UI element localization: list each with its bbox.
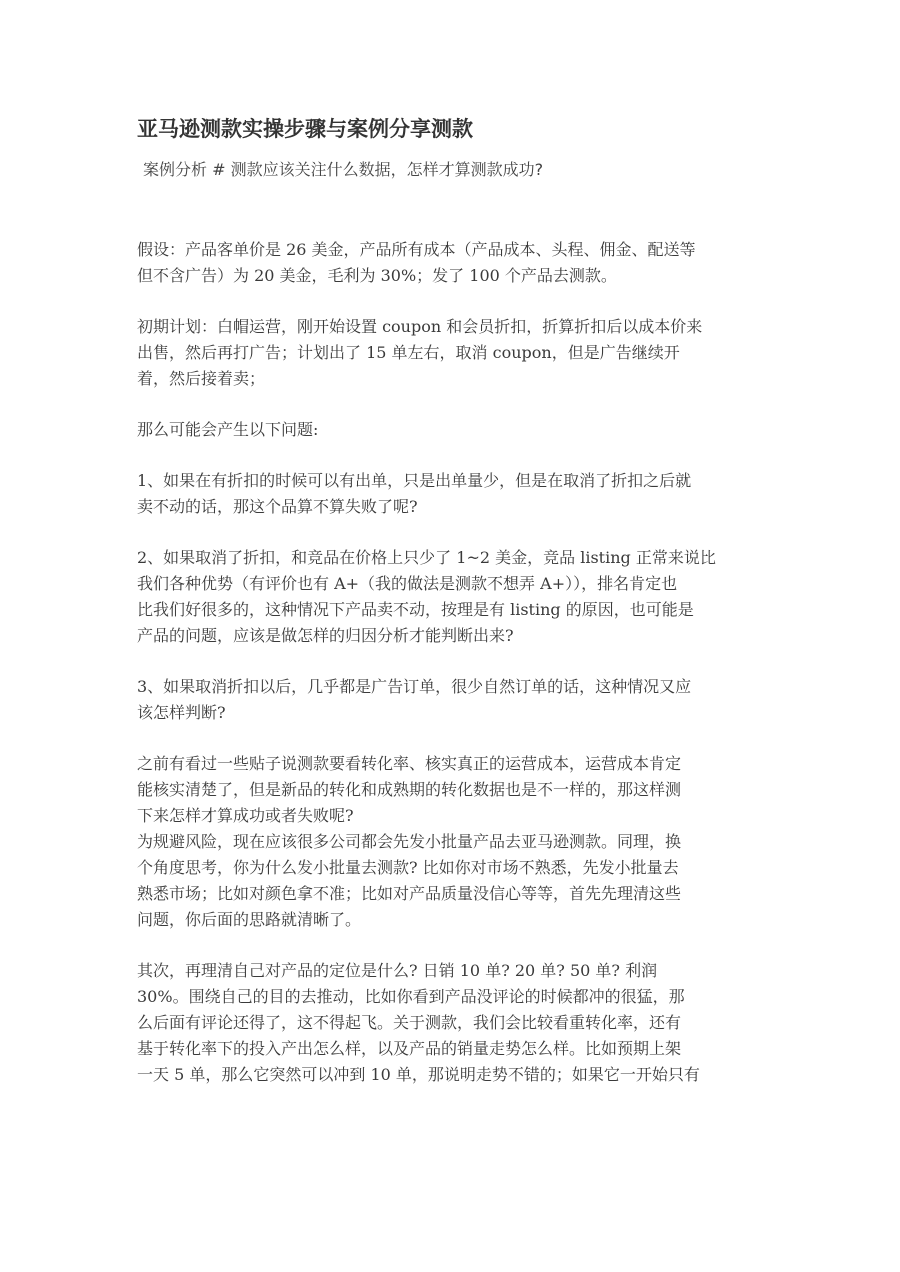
paragraph-line: 下来怎样才算成功或者失败呢? bbox=[137, 806, 354, 825]
paragraph-line: 初期计划：白帽运营，刚开始设置 coupon 和会员折扣，折算折扣后以成本价来 bbox=[137, 317, 703, 336]
paragraph-line: 1、如果在有折扣的时候可以有出单，只是出单量少，但是在取消了折扣之后就 bbox=[137, 471, 692, 490]
paragraph-line: 问题，你后面的思路就清晰了。 bbox=[137, 910, 362, 929]
paragraph-line: 熟悉市场；比如对颜色拿不准；比如对产品质量没信心等等，首先先理清这些 bbox=[137, 884, 682, 903]
article-subtitle: 案例分析 # 测款应该关注什么数据，怎样才算测款成功? bbox=[143, 160, 544, 179]
paragraph-line: 其次，再理清自己对产品的定位是什么? 日销 10 单? 20 单? 50 单? 利润 bbox=[137, 961, 658, 980]
article-paragraph bbox=[137, 468, 765, 520]
article-paragraph bbox=[137, 958, 765, 1088]
paragraph-line: 卖不动的话，那这个品算不算失败了呢? bbox=[137, 497, 418, 516]
paragraph-line: 基于转化率下的投入产出怎么样，以及产品的销量走势怎么样。比如预期上架 bbox=[137, 1039, 682, 1058]
paragraph-line: 为规避风险，现在应该很多公司都会先发小批量产品去亚马逊测款。同理，换 bbox=[137, 832, 682, 851]
paragraph-line: 但不含广告）为 20 美金，毛利为 30%；发了 100 个产品去测款。 bbox=[137, 266, 617, 285]
paragraph-line: 之前有看过一些贴子说测款要看转化率、核实真正的运营成本，运营成本肯定 bbox=[137, 754, 682, 773]
paragraph-line: 产品的问题，应该是做怎样的归因分析才能判断出来? bbox=[137, 626, 514, 645]
article-body bbox=[137, 237, 765, 1113]
article-paragraph bbox=[137, 314, 765, 392]
paragraph-line: 2、如果取消了折扣，和竞品在价格上只少了 1~2 美金，竞品 listing 正常来说比 bbox=[137, 548, 716, 567]
article-title: 亚马逊测款实操步骤与案例分享测款 bbox=[137, 117, 473, 141]
paragraph-line: 么后面有评论还得了，这不得起飞。关于测款，我们会比较看重转化率，还有 bbox=[137, 1013, 682, 1032]
article-paragraph bbox=[137, 545, 765, 649]
paragraph-line: 能核实清楚了，但是新品的转化和成熟期的转化数据也是不一样的，那这样测 bbox=[137, 780, 682, 799]
article-paragraph bbox=[137, 237, 765, 289]
paragraph-line: 假设：产品客单价是 26 美金，产品所有成本（产品成本、头程、佣金、配送等 bbox=[137, 240, 696, 259]
paragraph-line: 比我们好很多的，这种情况下产品卖不动，按理是有 listing 的原因，也可能是 bbox=[137, 600, 694, 619]
paragraph-line: 一天 5 单，那么它突然可以冲到 10 单，那说明走势不错的；如果它一开始只有 bbox=[137, 1065, 700, 1084]
paragraph-line: 个角度思考，你为什么发小批量去测款? 比如你对市场不熟悉，先发小批量去 bbox=[137, 858, 679, 877]
paragraph-line: 该怎样判断? bbox=[137, 703, 226, 722]
article-paragraph bbox=[137, 751, 765, 829]
paragraph-line: 着，然后接着卖； bbox=[137, 369, 266, 388]
paragraph-line: 我们各种优势（有评价也有 A+（我的做法是测款不想弄 A+）），排名肯定也 bbox=[137, 574, 678, 593]
article-paragraph bbox=[137, 829, 765, 933]
article-paragraph bbox=[137, 674, 765, 726]
paragraph-line: 那么可能会产生以下问题: bbox=[137, 420, 319, 439]
paragraph-line: 30%。围绕自己的目的去推动，比如你看到产品没评论的时候都冲的很猛，那 bbox=[137, 987, 685, 1006]
paragraph-line: 3、如果取消折扣以后，几乎都是广告订单，很少自然订单的话，这种情况又应 bbox=[137, 677, 692, 696]
paragraph-line: 出售，然后再打广告；计划出了 15 单左右，取消 coupon，但是广告继续开 bbox=[137, 343, 680, 362]
article-paragraph bbox=[137, 417, 765, 443]
